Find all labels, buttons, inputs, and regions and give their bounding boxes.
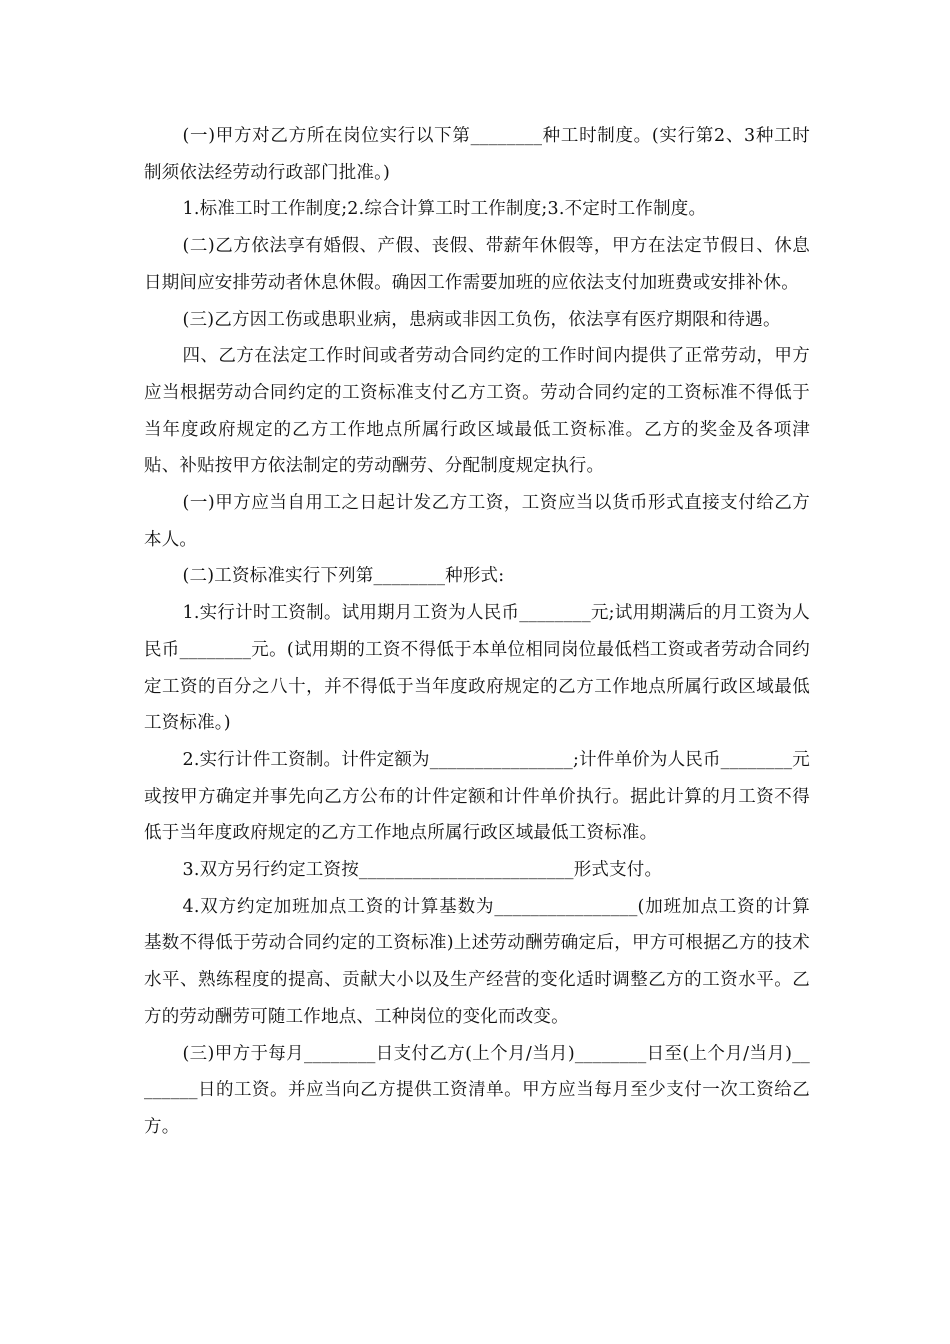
paragraph-payday: (三)甲方于每月________日支付乙方(上个月/当月)________日至(上个月/当月)________日的工资。并应当向乙方提供工资清单。甲方应当每月至少支付一次工资给乙方。 [144,1043,810,1137]
paragraph-leave-rights: (二)乙方依法享有婚假、产假、丧假、带薪年休假等，甲方在法定节假日、休息日期间应安排劳动者休息休假。确因工作需要加班的应依法支付加班费或安排补休。 [144,236,810,293]
paragraph-piece-wage: 2.实行计件工资制。计件定额为________________;计件单价为人民币________元或按甲方确定并事先向乙方公布的计件定额和计件单价执行。据此计算的月工资不得低于当年度政府规定的乙方工作地点所属行政区域最低工资标准。 [144,749,810,844]
paragraph-medical-period: (三)乙方因工伤或患职业病，患病或非因工负伤，依法享有医疗期限和待遇。 [182,309,781,330]
paragraph-other-wage-form: 3.双方另行约定工资按________________________形式支付。 [182,860,663,881]
paragraph-wage-form: (二)工资标准实行下列第________种形式: [182,566,505,587]
paragraph-section-four-wages: 四、乙方在法定工作时间或者劳动合同约定的工作时间内提供了正常劳动，甲方应当根据劳动合同约定的工资标准支付乙方工资。劳动合同约定的工资标准不得低于当年度政府规定的乙方工作地点所属行政区域最低工资标准。乙方的奖金及各项津贴、补贴按甲方依法制定的劳动酬劳、分配制度规定执行。 [144,346,810,477]
paragraph-working-hours-options: 1.标准工时工作制度;2.综合计算工时工作制度;3.不定时工作制度。 [182,199,707,220]
paragraph-working-hours-system: (一)甲方对乙方所在岗位实行以下第________种工时制度。(实行第2、3种工时制须依法经劳动行政部门批准。) [144,126,810,183]
paragraph-wage-payment: (一)甲方应当自用工之日起计发乙方工资，工资应当以货币形式直接支付给乙方本人。 [144,493,810,550]
document-body [144,118,810,1146]
paragraph-overtime-base: 4.双方约定加班加点工资的计算基数为________________(加班加点工资的计算基数不得低于劳动合同约定的工资标准)上述劳动酬劳确定后，甲方可根据乙方的技术水平、熟练程度的提高、贡献大小以及生产经营的变化适时调整乙方的工资水平。乙方的劳动酬劳可随工作地点、工种岗位的变化而改变。 [144,896,810,1027]
paragraph-time-wage: 1.实行计时工资制。试用期月工资为人民币________元;试用期满后的月工资为人民币________元。(试用期的工资不得低于本单位相同岗位最低档工资或者劳动合同约定工资的百分之八十，并不得低于当年度政府规定的乙方工作地点所属行政区域最低工资标准。) [144,603,810,734]
